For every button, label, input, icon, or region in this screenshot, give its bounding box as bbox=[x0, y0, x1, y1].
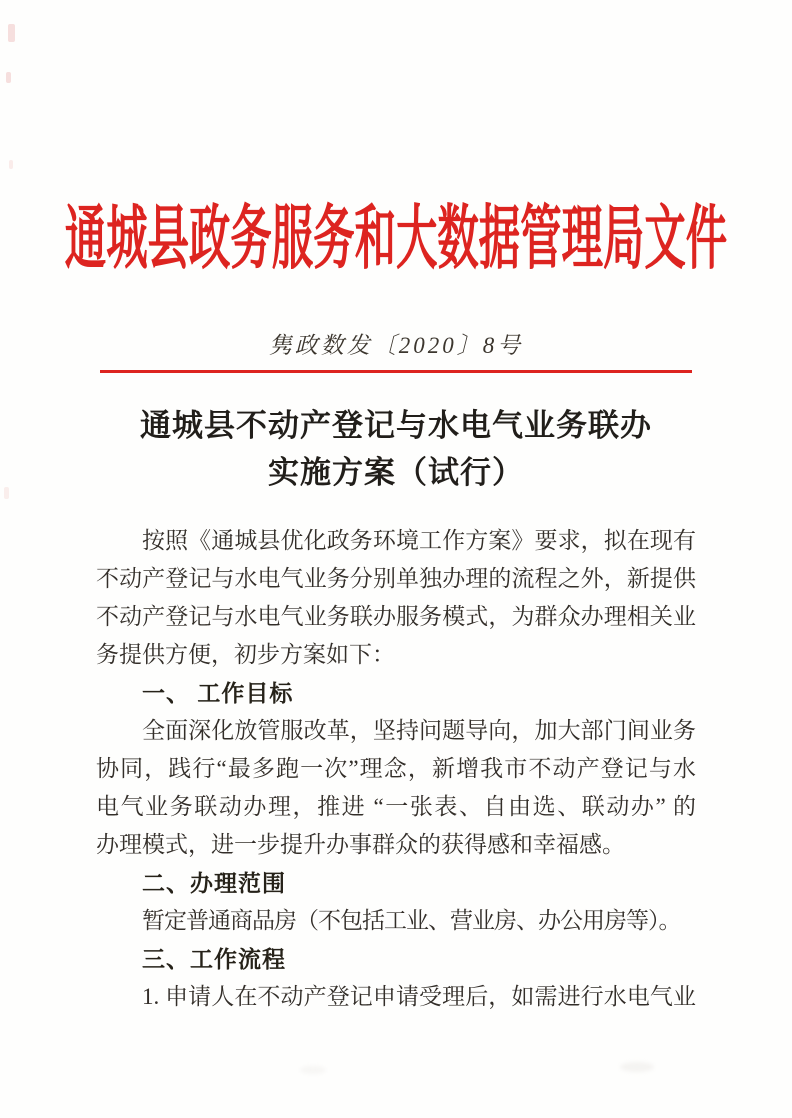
red-divider-rule bbox=[100, 370, 692, 373]
para2-line3: 电气业务联动办理，推进 “一张表、自由选、联动办” 的 bbox=[96, 794, 696, 819]
document-title-line2: 实施方案（试行） bbox=[268, 455, 524, 490]
para1-line4: 务提供方便，初步方案如下： bbox=[96, 642, 395, 667]
scan-smudge bbox=[620, 1062, 654, 1072]
scan-artifact bbox=[9, 160, 13, 169]
para1-line3: 不动产登记与水电气业务联办服务模式，为群众办理相关业 bbox=[96, 604, 696, 629]
document-number: 隽政数发〔2020〕8号 bbox=[268, 333, 524, 358]
section-heading-1: 一、 工作目标 bbox=[142, 680, 294, 706]
scan-artifact bbox=[8, 24, 15, 42]
para1-line2: 不动产登记与水电气业务分别单独办理的流程之外，新提供 bbox=[96, 566, 696, 591]
document-title bbox=[0, 402, 792, 496]
para2-line4: 办理模式，进一步提升办事群众的获得感和幸福感。 bbox=[96, 832, 625, 857]
section-heading-3: 三、工作流程 bbox=[142, 946, 286, 972]
scan-artifact bbox=[6, 72, 11, 83]
section-heading-2: 二、办理范围 bbox=[142, 870, 286, 896]
letterhead-agency-title: 通城县政务服务和大数据管理局文件 bbox=[64, 199, 728, 278]
scan-smudge bbox=[300, 1066, 326, 1074]
para3-line1: 暂定普通商品房（不包括工业、营业房、办公用房等）。 bbox=[142, 908, 681, 933]
para1-line1: 按照《通城县优化政务环境工作方案》要求，拟在现有 bbox=[142, 528, 696, 553]
para2-line2: 协同，践行“最多跑一次”理念，新增我市不动产登记与水 bbox=[96, 756, 696, 781]
para2-line1: 全面深化放管服改革，坚持问题导向，加大部门间业务 bbox=[142, 718, 696, 743]
document-body bbox=[96, 522, 696, 1016]
document-title-line1: 通城县不动产登记与水电气业务联办 bbox=[140, 408, 652, 443]
para4-line1: 1. 申请人在不动产登记申请受理后，如需进行水电气业 bbox=[142, 984, 696, 1009]
